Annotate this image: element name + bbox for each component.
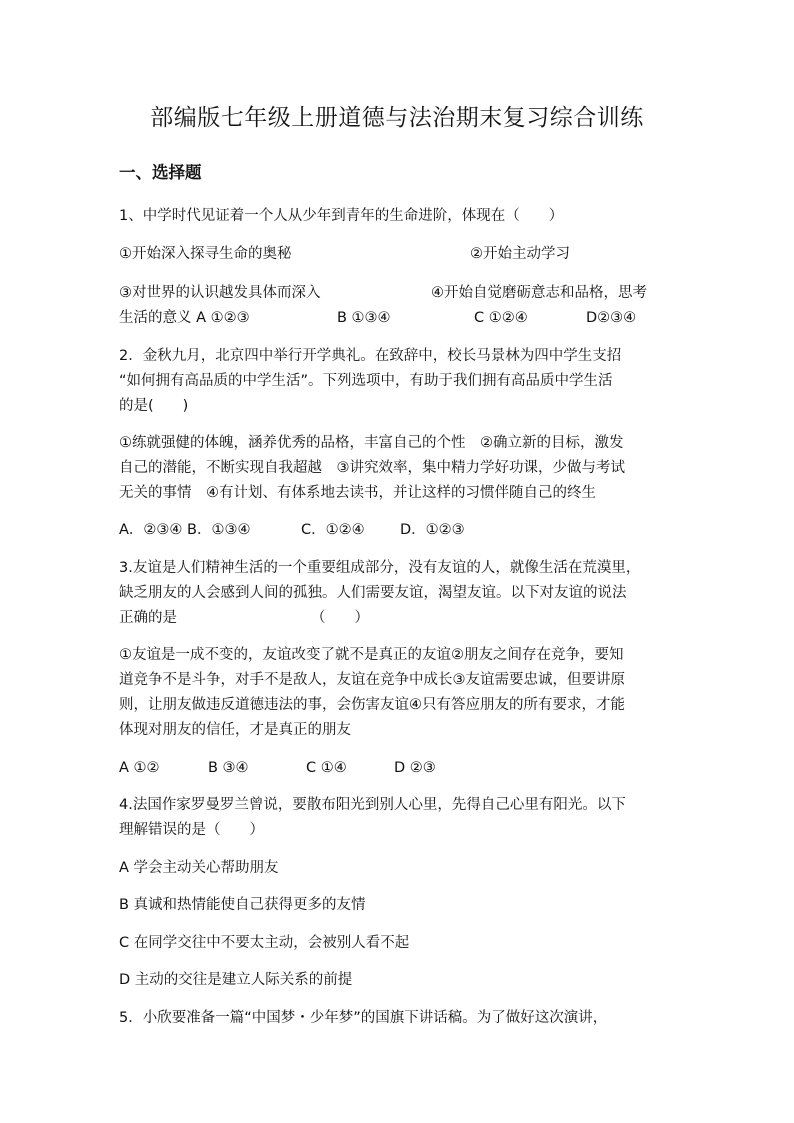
q3-answer-a: A ①② bbox=[119, 760, 160, 776]
section-heading: 一、选择题 bbox=[119, 163, 202, 182]
q4-option-c: C 在同学交往中不要太主动，会被别人看不起 bbox=[119, 935, 410, 951]
q1-answer-b: B ①③④ bbox=[337, 310, 391, 326]
q3-options-line-3: 则，让朋友做违反道德违法的事，会伤害友谊④只有答应朋友的所有要求，才能 bbox=[119, 697, 625, 713]
q4-stem-line-2: 理解错误的是（ ） bbox=[119, 822, 264, 838]
q2-answer-d: D．①②③ bbox=[400, 522, 465, 538]
q5-stem-line-1: 5．小欣要准备一篇“中国梦・少年梦”的国旗下讲话稿。为了做好这次演讲， bbox=[119, 1010, 608, 1026]
q2-options-line-1: ①练就强健的体魄，涵养优秀的品格，丰富自己的个性 ②确立新的目标，激发 bbox=[119, 435, 624, 451]
q1-stem: 1、中学时代见证着一个人从少年到青年的生命进阶，体现在（ ） bbox=[119, 208, 564, 224]
q1-option-4: ④开始自觉磨砺意志和品格，思考 bbox=[431, 285, 647, 301]
q2-options-line-2: 自己的潜能，不断实现自我超越 ③讲究效率，集中精力学好功课，少做与考试 bbox=[119, 460, 625, 476]
q2-stem-line-3: 的是( ) bbox=[119, 398, 189, 414]
q2-answer-ab: A．②③④ B．①③④ bbox=[119, 522, 251, 538]
q3-options-line-2: 道竞争不是斗争，对手不是敌人，友谊在竞争中成长③友谊需要忠诚，但要讲原 bbox=[119, 672, 625, 688]
q2-answer-c: C．①②④ bbox=[301, 522, 365, 538]
q4-stem-line-1: 4.法国作家罗曼罗兰曾说，要散布阳光到别人心里，先得自己心里有阳光。以下 bbox=[119, 797, 626, 813]
q1-option-2: ②开始主动学习 bbox=[470, 246, 570, 262]
q4-option-b: B 真诚和热情能使自己获得更多的友情 bbox=[119, 897, 366, 913]
q3-answer-d: D ②③ bbox=[394, 760, 436, 776]
q1-answer-c: C ①②④ bbox=[474, 310, 528, 326]
q2-stem-line-2: “如何拥有高品质的中学生活”。下列选项中，有助于我们拥有高品质中学生活 bbox=[119, 373, 613, 389]
q3-answer-c: C ①④ bbox=[306, 760, 347, 776]
q2-options-line-3: 无关的事情 ④有计划、有体系地去读书，并让这样的习惯伴随自己的终生 bbox=[119, 485, 596, 501]
q1-answer-a: 生活的意义 A ①②③ bbox=[119, 310, 250, 326]
q1-option-3: ③对世界的认识越发具体而深入 bbox=[119, 285, 321, 301]
q1-option-1: ①开始深入探寻生命的奥秘 bbox=[119, 246, 292, 262]
q3-stem-blank: （ ） bbox=[311, 610, 369, 626]
q2-stem-line-1: 2．金秋九月，北京四中举行开学典礼。在致辞中，校长马景林为四中学生支招 bbox=[119, 348, 622, 364]
q3-stem-line-3: 正确的是 bbox=[119, 610, 177, 626]
q4-option-d: D 主动的交往是建立人际关系的前提 bbox=[119, 972, 353, 988]
q1-answer-d: D②③④ bbox=[586, 310, 637, 326]
q3-options-line-4: 体现对朋友的信任，才是真正的朋友 bbox=[119, 722, 351, 738]
q4-option-a: A 学会主动关心帮助朋友 bbox=[119, 860, 279, 876]
q3-options-line-1: ①友谊是一成不变的，友谊改变了就不是真正的友谊②朋友之间存在竞争，要知 bbox=[119, 647, 624, 663]
q3-stem-line-2: 缺乏朋友的人会感到人间的孤独。人们需要友谊，渴望友谊。以下对友谊的说法 bbox=[119, 585, 627, 601]
q3-stem-line-1: 3.友谊是人们精神生活的一个重要组成部分，没有友谊的人，就像生活在荒漠里， bbox=[119, 560, 641, 576]
q3-answer-b: B ③④ bbox=[208, 760, 249, 776]
document-title: 部编版七年级上册道德与法治期末复习综合训练 bbox=[150, 105, 644, 131]
